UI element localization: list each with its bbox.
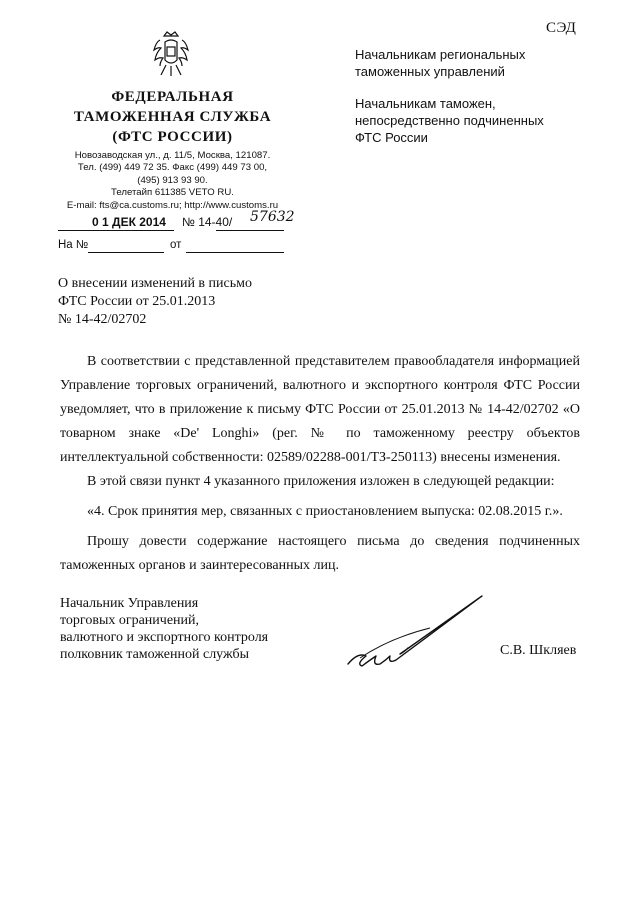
reference-line <box>58 239 298 255</box>
body-paragraph: «4. Срок принятия мер, связанных с приостановлением выпуска: 02.08.2015 г.». <box>87 504 563 519</box>
subject-line: № 14-42/02702 <box>58 312 147 327</box>
signatory-position <box>60 595 320 663</box>
registration-number-handwritten: 57632 <box>250 209 295 225</box>
document-mark: СЭД <box>546 20 577 36</box>
handwritten-signature <box>340 592 490 672</box>
letter-subject <box>58 275 308 329</box>
org-short-name: (ФТС РОССИИ) <box>112 129 233 145</box>
recipient-line: Начальникам региональных <box>355 47 526 62</box>
coat-of-arms-icon <box>146 30 196 82</box>
sender-teletype: Телетайп 611385 VETO RU. <box>111 187 234 199</box>
letter-body <box>60 350 580 578</box>
sender-email: E-mail: fts@ca.customs.ru; http://www.customs.ru <box>66 199 279 211</box>
recipient-block <box>355 95 595 146</box>
recipient-line: Начальникам таможен, <box>355 96 496 111</box>
reference-from-label: от <box>170 239 182 251</box>
position-line: Начальник Управления <box>60 596 199 611</box>
reference-number-label: На № <box>58 239 89 251</box>
registration-date: 0 1 ДЕК 2014 <box>92 215 166 229</box>
org-name-line2: ТАМОЖЕННАЯ СЛУЖБА <box>73 109 272 125</box>
registration-line <box>58 209 298 235</box>
body-paragraph: В соответствии с представленной представителем правообладателя информацией Управление торговых ограничений, валютного и экспортного контроля ФТС России уведомляет, что в приложение к письму ФТС России от 25.01.2013 № 14-42/02702 «О товарном знаке «De' Longhi» (рег. № по таможенному реестру объектов интеллектуальной собственности: 02589/02288-001/ТЗ-250113) внесены изменения. <box>60 354 580 465</box>
sender-phone: Тел. (499) 449 72 35. Факс (499) 449 73 00, <box>77 162 268 174</box>
registration-number: № 14-40/ <box>182 215 233 229</box>
recipients <box>355 46 595 161</box>
sender-organization <box>50 87 295 147</box>
subject-line: О внесении изменений в письмо <box>58 276 252 291</box>
position-line: торговых ограничений, <box>60 613 200 628</box>
body-paragraph: Прошу довести содержание настоящего письма до сведения подчиненных таможенных органов и заинтересованных лиц. <box>60 534 580 573</box>
position-line: валютного и экспортного контроля <box>60 630 269 645</box>
signatory-name: С.В. Шкляев <box>500 643 577 658</box>
body-paragraph: В этой связи пункт 4 указанного приложения изложен в следующей редакции: <box>87 474 555 489</box>
sender-phone2: (495) 913 93 90. <box>137 174 208 186</box>
recipient-block <box>355 46 595 80</box>
recipient-line: таможенных управлений <box>355 64 505 79</box>
sender-address: Новозаводская ул., д. 11/5, Москва, 121087. <box>74 150 271 161</box>
sender-contacts <box>50 150 295 212</box>
org-name-line1: ФЕДЕРАЛЬНАЯ <box>111 89 234 105</box>
position-line: полковник таможенной службы <box>60 647 250 662</box>
recipient-line: ФТС России <box>355 130 428 145</box>
recipient-line: непосредственно подчиненных <box>355 113 544 128</box>
subject-line: ФТС России от 25.01.2013 <box>58 294 216 309</box>
